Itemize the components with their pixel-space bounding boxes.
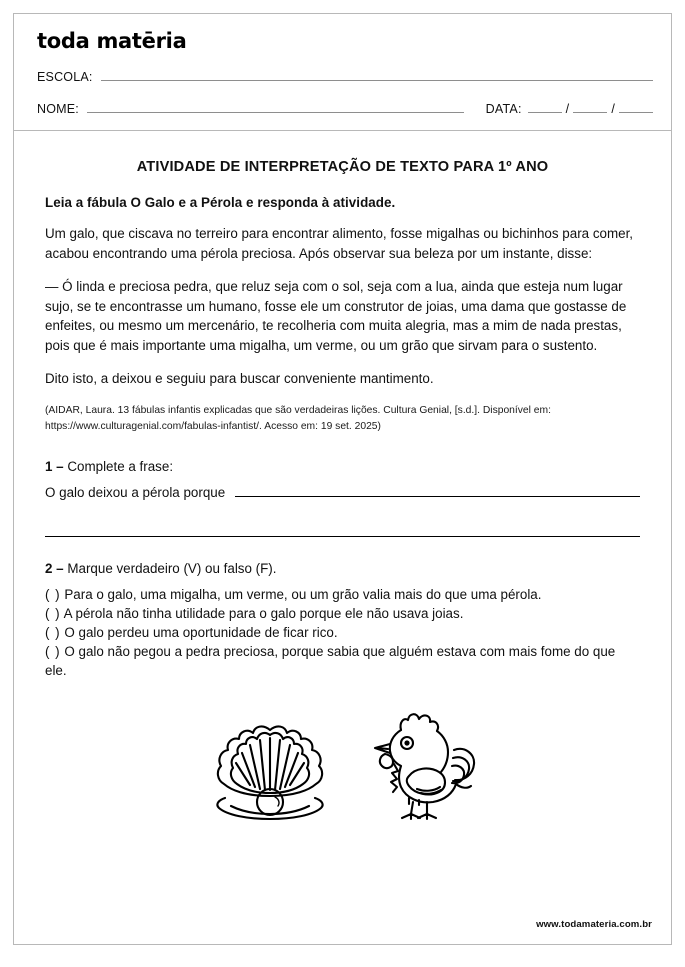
question-2-heading [45,561,640,576]
question-1-heading [45,459,640,474]
worksheet-content [14,131,671,824]
true-false-checkbox[interactable]: ( ) [45,586,61,602]
question-2-number: 2 – [45,560,64,576]
worksheet-header [14,14,671,131]
nome-label: NOME: [37,102,79,116]
question-1-prompt: Complete a frase: [67,458,174,474]
escola-label: ESCOLA: [37,70,93,84]
true-false-checkbox[interactable]: ( ) [45,624,61,640]
fable-paragraph-3: Dito isto, a deixou e seguiu para buscar conveniente mantimento. [45,371,434,386]
question-1-answer-row [45,483,640,500]
question-1-stem: O galo deixou a pérola porque [45,484,226,500]
true-false-item [45,642,640,680]
question-1-number: 1 – [45,458,64,474]
nome-field-row [37,102,653,116]
date-separator-2: / [611,102,615,116]
rooster-illustration [361,706,481,824]
footer-url: www.todamateria.com.br [536,919,652,930]
nome-input-line[interactable] [87,102,464,113]
escola-field-row [37,70,653,84]
source-citation: (AIDAR, Laura. 13 fábulas infantis explicadas que são verdadeiras lições. Cultura Genial, [s.d.]. Disponível em: https://www.culturagenial.com/fabulas-infantist/. Acesso em: 19 set. 2025) [45,404,551,432]
true-false-statement: A pérola não tinha utilidade para o galo porque ele não usava joias. [63,605,464,621]
illustration-group [45,706,640,824]
true-false-statement: O galo perdeu uma oportunidade de ficar rico. [64,624,338,640]
fable-paragraph-2: — Ó linda e preciosa pedra, que reluz seja com o sol, seja com a lua, ainda que esteja num lugar sujo, se te encontrasse um humano, fosse ele um construtor de joias, uma dama que gostasse de enfeites, ou mesmo um mercenário, te recolheria com muita alegria, mas a mim de nada prestas, pois que é mais importante uma migalha, um verme, ou um grão que sirvam para o sustento. [45,279,627,353]
date-month-input[interactable] [573,102,607,113]
date-separator-1: / [565,102,570,116]
question-1-answer-line-2[interactable] [45,510,640,537]
date-year-input[interactable] [619,102,653,113]
data-label: DATA: [485,102,522,116]
shell-with-pearl-illustration [205,714,335,824]
true-false-item [45,623,640,642]
worksheet-page [13,13,672,945]
true-false-item [45,604,640,623]
fable-paragraph-1: Um galo, que ciscava no terreiro para encontrar alimento, fosse migalhas ou bichinhos para comer, acabou encontrando uma pérola preciosa. Após observar sua beleza por um instante, disse: [45,226,634,261]
escola-input-line[interactable] [101,70,653,81]
true-false-checkbox[interactable]: ( ) [45,643,61,659]
reading-instruction: Leia a fábula O Galo e a Pérola e responda à atividade. [45,195,396,210]
date-day-input[interactable] [528,102,562,113]
question-2-prompt: Marque verdadeiro (V) ou falso (F). [67,560,277,576]
question-1-answer-line-1[interactable] [235,483,640,497]
page-title: ATIVIDADE DE INTERPRETAÇÃO DE TEXTO PARA 1º ANO [136,159,549,175]
question-2 [45,561,640,680]
true-false-statement: Para o galo, uma migalha, um verme, ou um grão valia mais do que uma pérola. [64,586,542,602]
true-false-checkbox[interactable]: ( ) [45,605,61,621]
true-false-statement: O galo não pegou a pedra preciosa, porque sabia que alguém estava com mais fome do que ele. [45,643,616,678]
true-false-item [45,585,640,604]
brand-logo: toda matēria [37,29,187,53]
question-1 [45,459,640,537]
